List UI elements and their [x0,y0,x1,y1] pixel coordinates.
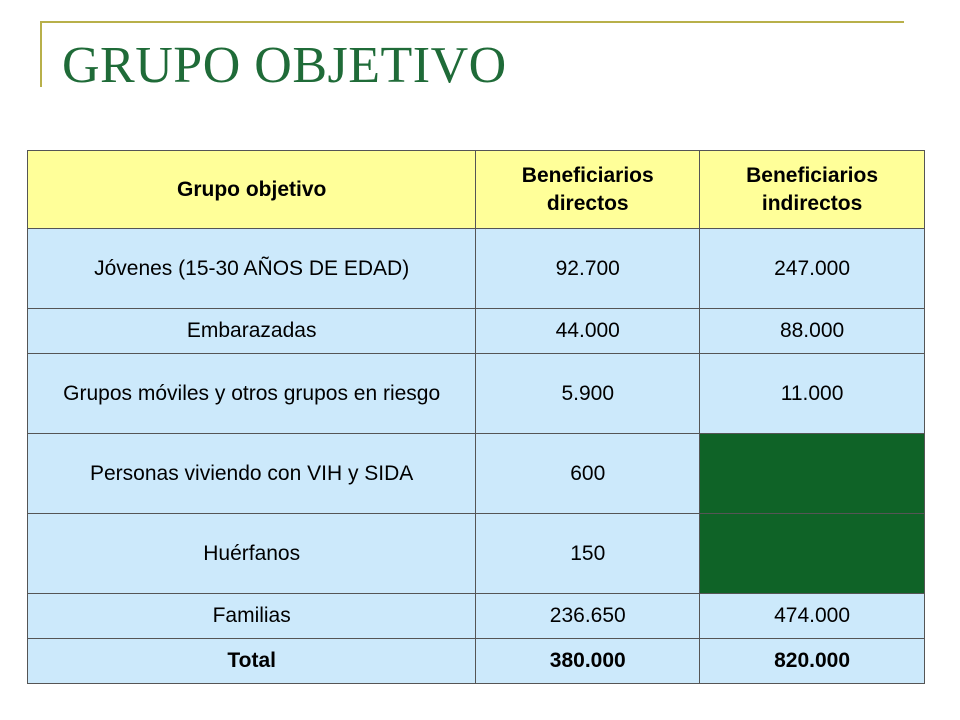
cell-direct: 44.000 [476,309,700,354]
table-row [28,309,925,354]
cell-group: Familias [28,594,476,639]
cell-group: Grupos móviles y otros grupos en riesgo [28,354,476,434]
cell-direct: 236.650 [476,594,700,639]
cell-indirect: 11.000 [700,354,925,434]
total-label: Total [28,639,476,684]
table-header-row [28,151,925,229]
header-group: Grupo objetivo [28,151,476,229]
cell-group: Embarazadas [28,309,476,354]
table-row [28,434,925,514]
frame-left-line [40,21,42,87]
header-direct: Beneficiarios directos [476,151,700,229]
cell-indirect: 88.000 [700,309,925,354]
cell-direct: 92.700 [476,229,700,309]
cell-group: Huérfanos [28,514,476,594]
cell-group: Jóvenes (15-30 AÑOS DE EDAD) [28,229,476,309]
table-row [28,354,925,434]
cell-indirect: 474.000 [700,594,925,639]
slide-title: GRUPO OBJETIVO [62,37,507,94]
total-indirect: 820.000 [700,639,925,684]
total-direct: 380.000 [476,639,700,684]
cell-direct: 150 [476,514,700,594]
header-indirect: Beneficiarios indirectos [700,151,925,229]
cell-indirect-filled [700,434,925,514]
cell-direct: 5.900 [476,354,700,434]
table-row [28,514,925,594]
frame-top-line [40,21,904,23]
cell-indirect-filled [700,514,925,594]
cell-direct: 600 [476,434,700,514]
table-row [28,229,925,309]
table-total-row [28,639,925,684]
cell-indirect: 247.000 [700,229,925,309]
cell-group: Personas viviendo con VIH y SIDA [28,434,476,514]
target-group-table [27,150,925,684]
table-row [28,594,925,639]
